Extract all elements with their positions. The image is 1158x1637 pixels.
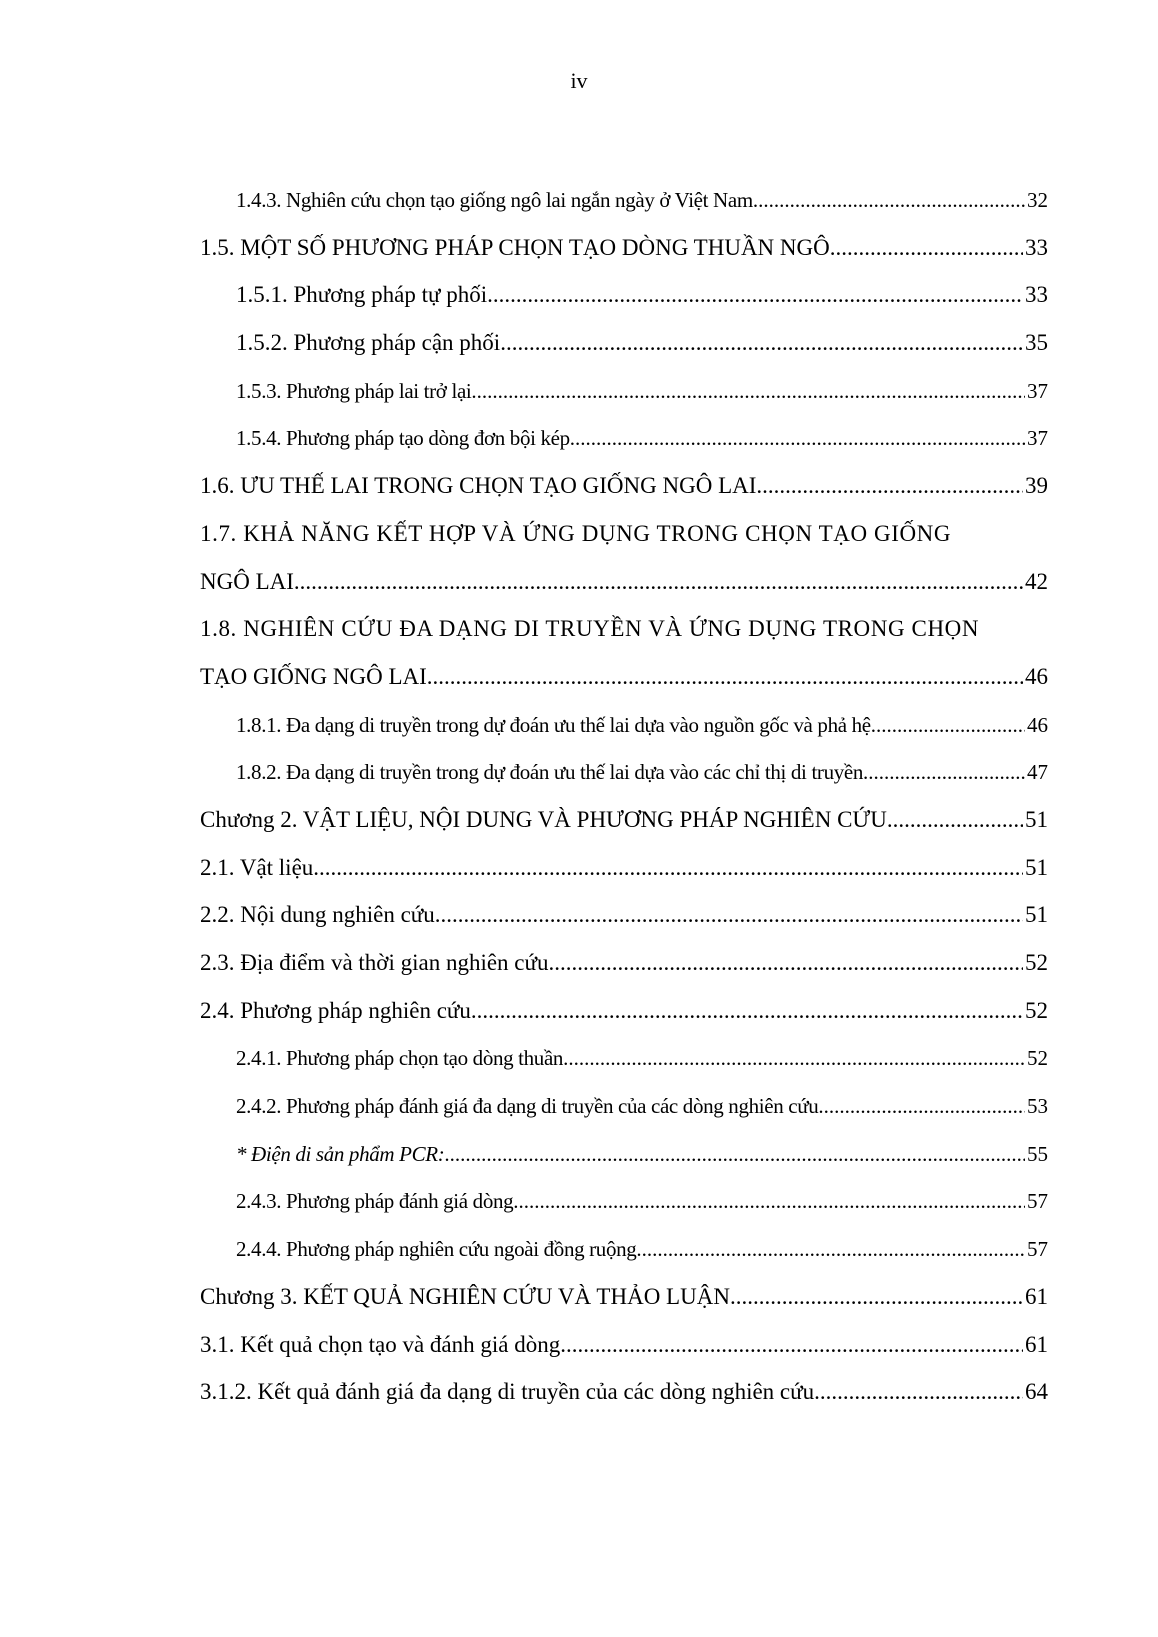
- toc-entry-page: 61: [1025, 1283, 1048, 1309]
- table-of-contents: [0, 184, 1158, 1424]
- toc-entry-page: 57: [1027, 1237, 1048, 1262]
- toc-entry-title: 1.5.1. Phương pháp tự phối: [236, 282, 488, 308]
- toc-entry[interactable]: [236, 756, 1048, 788]
- dot-leader: [471, 995, 1023, 1027]
- toc-entry-title: 2.3. Địa điểm và thời gian nghiên cứu: [200, 950, 549, 975]
- toc-entry-page: 39: [1025, 473, 1048, 499]
- toc-entry-page: 33: [1025, 234, 1048, 260]
- dot-leader: [863, 756, 1025, 788]
- dot-leader: [500, 327, 1023, 359]
- toc-entry-page: 52: [1027, 1046, 1048, 1071]
- toc-entry-page: 37: [1027, 426, 1048, 451]
- dot-leader: [830, 232, 1023, 264]
- toc-entry-page: 61: [1025, 1331, 1048, 1357]
- dot-leader: [548, 947, 1023, 979]
- toc-entry[interactable]: [200, 995, 1048, 1027]
- toc-entry-page: 52: [1025, 997, 1048, 1023]
- toc-entry-multiline[interactable]: [200, 613, 1048, 693]
- dot-leader: [435, 899, 1023, 931]
- toc-entry: [200, 566, 1048, 598]
- dot-leader: [560, 1329, 1023, 1361]
- toc-entry-title: 2.4. Phương pháp nghiên cứu: [200, 997, 471, 1023]
- toc-entry[interactable]: [236, 1042, 1048, 1074]
- toc-entry-title-line2: NGÔ LAI: [200, 568, 294, 594]
- toc-entry[interactable]: [236, 1185, 1048, 1217]
- dot-leader: [513, 1185, 1025, 1217]
- toc-entry-title: 1.4.3. Nghiên cứu chọn tạo giống ngô lai ngắn ngày ở Việt Nam: [236, 188, 753, 212]
- toc-entry[interactable]: [236, 375, 1048, 407]
- toc-entry[interactable]: [200, 899, 1048, 931]
- dot-leader: [887, 804, 1023, 836]
- toc-entry-page: 57: [1027, 1189, 1048, 1214]
- toc-entry-page: 55: [1027, 1141, 1048, 1166]
- dot-leader: [563, 1042, 1025, 1074]
- toc-entry-page: 53: [1027, 1094, 1048, 1119]
- toc-entry-title: 1.8.1. Đa dạng di truyền trong dự đoán ưu thế lai dựa vào nguồn gốc và phả hệ: [236, 712, 871, 737]
- toc-entry-page: 35: [1025, 330, 1048, 356]
- dot-leader: [570, 422, 1025, 454]
- toc-entry[interactable]: [236, 1138, 1048, 1170]
- toc-entry[interactable]: [236, 184, 1048, 216]
- toc-entry[interactable]: [236, 422, 1048, 454]
- toc-entry-title: 3.1. Kết quả chọn tạo và đánh giá dòng: [200, 1331, 561, 1357]
- toc-entry-page: 52: [1025, 950, 1048, 975]
- toc-entry-page: 46: [1027, 712, 1048, 737]
- dot-leader: [753, 184, 1025, 216]
- dot-leader: [471, 375, 1025, 407]
- toc-entry-page: 37: [1027, 378, 1048, 403]
- dot-leader: [818, 1090, 1025, 1122]
- dot-leader: [427, 661, 1023, 693]
- toc-entry[interactable]: [200, 1376, 1048, 1408]
- toc-entry[interactable]: [236, 327, 1048, 359]
- toc-entry-page: 51: [1025, 854, 1048, 880]
- toc-entry-title: 2.4.1. Phương pháp chọn tạo dòng thuần: [236, 1046, 564, 1071]
- toc-entry[interactable]: [236, 709, 1048, 741]
- dot-leader: [487, 279, 1023, 311]
- toc-entry-title: 1.6. ƯU THẾ LAI TRONG CHỌN TẠO GIỐNG NGÔ LAI: [200, 473, 757, 499]
- toc-entry-page: 64: [1025, 1379, 1048, 1405]
- toc-entry[interactable]: [200, 852, 1048, 884]
- toc-entry-title: 2.1. Vật liệu: [200, 854, 314, 880]
- toc-entry-title: 1.5. MỘT SỐ PHƯƠNG PHÁP CHỌN TẠO DÒNG THUẦN NGÔ: [200, 234, 830, 260]
- dot-leader: [756, 470, 1023, 502]
- toc-entry-title: 1.5.2. Phương pháp cận phối: [236, 330, 501, 356]
- toc-entry[interactable]: [236, 279, 1048, 311]
- dot-leader: [294, 566, 1023, 598]
- toc-entry[interactable]: [200, 804, 1048, 836]
- toc-entry-title-line1: 1.8. NGHIÊN CỨU ĐA DẠNG DI TRUYỀN VÀ ỨNG DỤNG TRONG CHỌN: [200, 616, 980, 642]
- dot-leader: [313, 852, 1023, 884]
- toc-entry-title-line1: 1.7. KHẢ NĂNG KẾT HỢP VÀ ỨNG DỤNG TRONG CHỌN TẠO GIỐNG: [200, 520, 952, 546]
- toc-entry-title: 2.2. Nội dung nghiên cứu: [200, 902, 435, 928]
- toc-entry-title: 1.8.2. Đa dạng di truyền trong dự đoán ưu thế lai dựa vào các chỉ thị di truyền: [236, 760, 863, 785]
- dot-leader: [444, 1138, 1025, 1170]
- toc-entry[interactable]: [200, 947, 1048, 979]
- toc-entry-title: 2.4.3. Phương pháp đánh giá dòng: [236, 1189, 514, 1214]
- dot-leader: [871, 709, 1025, 741]
- page-number: iv: [570, 68, 588, 93]
- toc-entry[interactable]: [200, 232, 1048, 264]
- toc-entry-title: * Điện di sản phẩm PCR:: [236, 1141, 445, 1166]
- toc-entry-page: 47: [1027, 760, 1048, 785]
- toc-entry[interactable]: [200, 470, 1048, 502]
- toc-entry: [200, 661, 1048, 693]
- toc-entry-page: 42: [1025, 568, 1048, 594]
- toc-entry-page: 51: [1025, 902, 1048, 928]
- toc-entry-title: 2.4.4. Phương pháp nghiên cứu ngoài đồng ruộng: [236, 1237, 637, 1262]
- toc-entry-title: 3.1.2. Kết quả đánh giá đa dạng di truyền của các dòng nghiên cứu: [200, 1379, 815, 1405]
- toc-entry-page: 32: [1027, 188, 1048, 212]
- toc-entry-title: 1.5.4. Phương pháp tạo dòng đơn bội kép: [236, 426, 570, 451]
- toc-entry-title: Chương 2. VẬT LIỆU, NỘI DUNG VÀ PHƯƠNG PHÁP NGHIÊN CỨU: [200, 806, 887, 832]
- toc-entry[interactable]: [236, 1233, 1048, 1265]
- toc-entry-page: 51: [1025, 806, 1048, 832]
- dot-leader: [636, 1233, 1025, 1265]
- toc-entry-page: 33: [1025, 282, 1048, 308]
- toc-entry-title: Chương 3. KẾT QUẢ NGHIÊN CỨU VÀ THẢO LUẬN: [200, 1283, 730, 1309]
- toc-entry[interactable]: [236, 1090, 1048, 1122]
- toc-entry-title: 2.4.2. Phương pháp đánh giá đa dạng di truyền của các dòng nghiên cứu: [236, 1094, 819, 1119]
- toc-entry-title: 1.5.3. Phương pháp lai trở lại: [236, 378, 472, 403]
- dot-leader: [730, 1281, 1023, 1313]
- toc-entry-multiline[interactable]: [200, 518, 1048, 598]
- toc-entry[interactable]: [200, 1281, 1048, 1313]
- dot-leader: [814, 1376, 1023, 1408]
- toc-entry[interactable]: [200, 1329, 1048, 1361]
- toc-entry-title-line2: TẠO GIỐNG NGÔ LAI: [200, 663, 427, 689]
- toc-entry-page: 46: [1025, 663, 1048, 689]
